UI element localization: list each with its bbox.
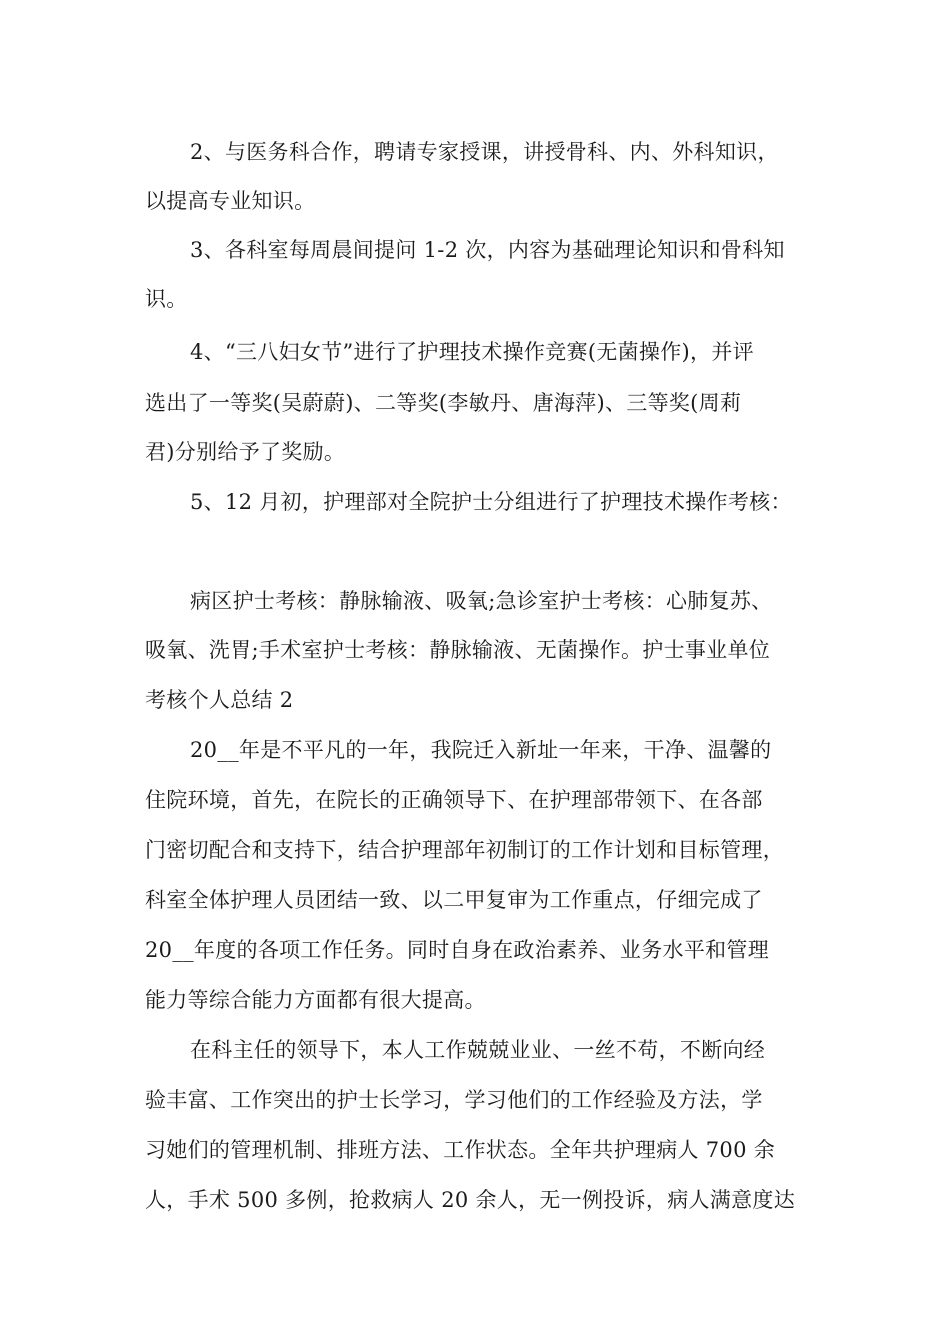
text-line: 4、“三八妇女节”进行了护理技术操作竞赛(无菌操作)，并评 bbox=[190, 340, 754, 364]
text-line: 2、与医务科合作，聘请专家授课，讲授骨科、内、外科知识， bbox=[190, 140, 779, 164]
text-line: 能力等综合能力方面都有很大提高。 bbox=[145, 988, 486, 1012]
text-line: 吸氧、洗胃;手术室护士考核：静脉输液、无菌操作。护士事业单位 bbox=[145, 638, 771, 662]
text-line: 3、各科室每周晨间提问 1-2 次，内容为基础理论知识和骨科知 bbox=[190, 238, 785, 262]
text-line: 考核个人总结 2 bbox=[145, 688, 294, 712]
text-line: 科室全体护理人员团结一致、以二甲复审为工作重点，仔细完成了 bbox=[145, 888, 763, 912]
text-line: 习她们的管理机制、排班方法、工作状态。全年共护理病人 700 余 bbox=[145, 1138, 776, 1162]
text-line: 在科主任的领导下，本人工作兢兢业业、一丝不苟，不断向经 bbox=[190, 1038, 766, 1062]
text-line: 住院环境，首先，在院长的正确领导下、在护理部带领下、在各部 bbox=[145, 788, 763, 812]
text-line: 识。 bbox=[145, 287, 188, 311]
text-line: 选出了一等奖(吴蔚蔚)、二等奖(李敏丹、唐海萍)、三等奖(周莉 bbox=[145, 391, 742, 415]
text-line: 人，手术 500 多例，抢救病人 20 余人，无一例投诉，病人满意度达 bbox=[145, 1188, 796, 1212]
text-line: 君)分别给予了奖励。 bbox=[145, 440, 346, 464]
text-line: 验丰富、工作突出的护士长学习，学习他们的工作经验及方法，学 bbox=[145, 1088, 763, 1112]
text-line: 以提高专业知识。 bbox=[145, 189, 316, 213]
text-line: 5、12 月初，护理部对全院护士分组进行了护理技术操作考核： bbox=[190, 490, 792, 514]
text-line: 20__年度的各项工作任务。同时自身在政治素养、业务水平和管理 bbox=[145, 938, 770, 962]
text-line: 门密切配合和支持下，结合护理部年初制订的工作计划和目标管理， bbox=[145, 838, 784, 862]
text-line: 病区护士考核：静脉输液、吸氧;急诊室护士考核：心肺复苏、 bbox=[190, 589, 773, 613]
text-line: 20__年是不平凡的一年，我院迁入新址一年来，干净、温馨的 bbox=[190, 738, 772, 762]
